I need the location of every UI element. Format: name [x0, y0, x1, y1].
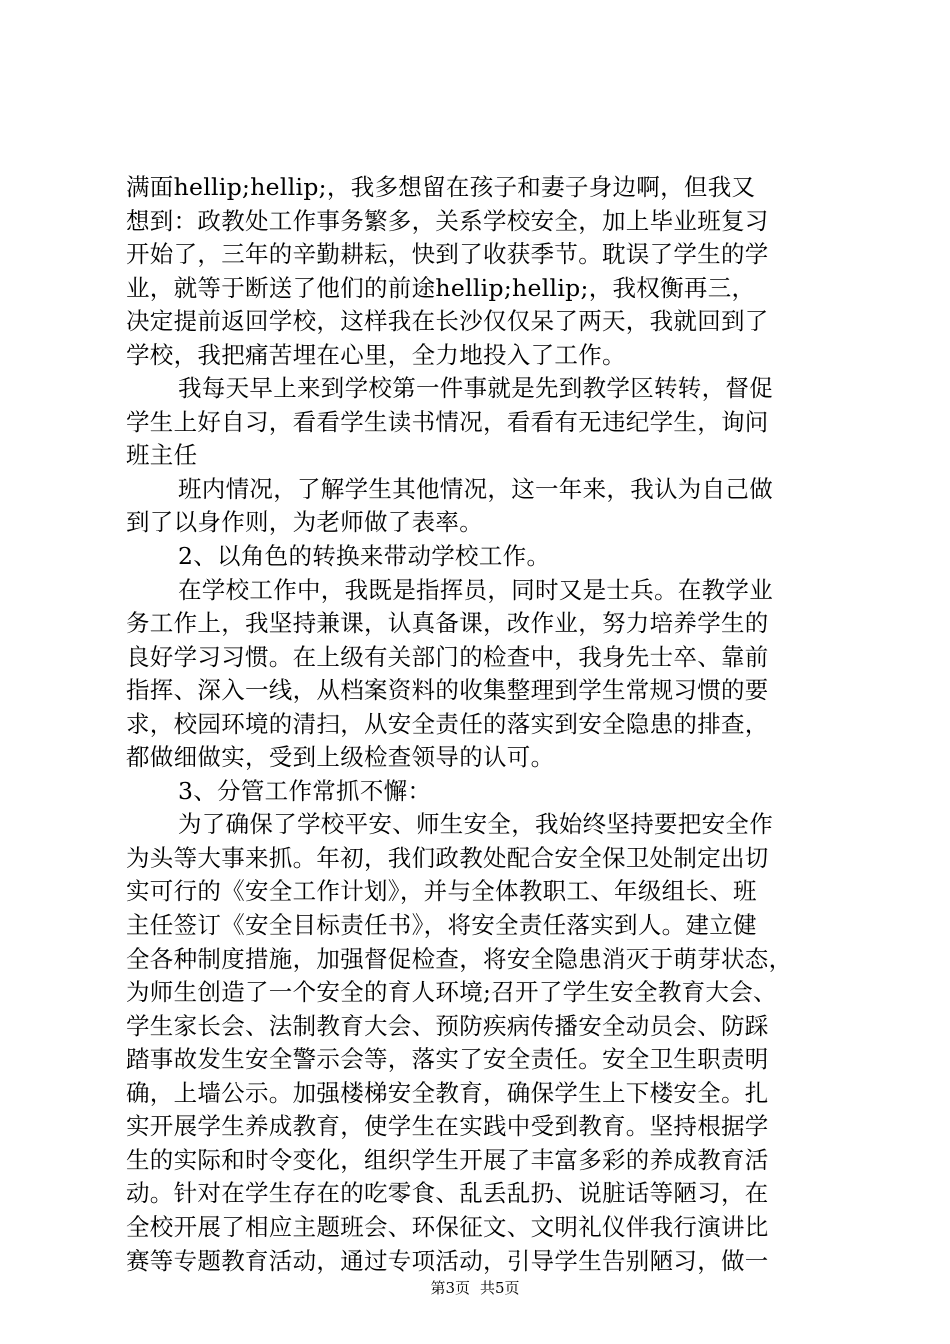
body-text: [126, 171, 836, 1278]
text-line: 业，就等于断送了他们的前途hellip;hellip;，我权衡再三，: [126, 273, 756, 302]
text-line: 全各种制度措施，加强督促检查，将安全隐患消灭于萌芽状态，: [126, 944, 793, 973]
text-line: 我每天早上来到学校第一件事就是先到教学区转转，督促: [178, 374, 773, 403]
text-line: 到了以身作则，为老师做了表率。: [126, 508, 483, 537]
text-line: 实可行的《安全工作计划》，并与全体教职工、年级组长、班: [126, 877, 757, 906]
text-line: 3、分管工作常抓不懈：: [178, 776, 432, 805]
text-line: 都做细做实，受到上级检查领导的认可。: [126, 743, 555, 772]
text-line: 为了确保了学校平安、师生安全，我始终坚持要把安全作: [178, 810, 773, 839]
text-line: 满面hellip;hellip;，我多想留在孩子和妻子身边啊，但我又: [126, 173, 756, 201]
text-line: 想到：政教处工作事务繁多，关系学校安全，加上毕业班复习: [126, 206, 769, 235]
text-line: 求，校园环境的清扫，从安全责任的落实到安全隐患的排查，: [126, 709, 769, 738]
text-line: 为师生创造了一个安全的育人环境;召开了学生安全教育大会、: [126, 978, 777, 1007]
text-line: 实开展学生养成教育，使学生在实践中受到教育。坚持根据学: [126, 1112, 769, 1141]
text-line: 生的实际和时令变化，组织学生开展了丰富多彩的养成教育活: [126, 1145, 769, 1174]
text-line: 学校，我把痛苦埋在心里，全力地投入了工作。: [126, 340, 626, 369]
page-number: 第3页: [430, 1279, 470, 1297]
text-line: 确，上墙公示。加强楼梯安全教育，确保学生上下楼安全。扎: [126, 1078, 769, 1107]
text-line: 主任签订《安全目标责任书》，将安全责任落实到人。建立健: [126, 911, 757, 940]
page-total: 共5页: [480, 1279, 520, 1297]
text-line: 踏事故发生安全警示会等，落实了安全责任。安全卫生职责明: [126, 1045, 769, 1074]
text-line: 全校开展了相应主题班会、环保征文、文明礼仪伴我行演讲比: [126, 1212, 769, 1241]
text-line: 赛等专题教育活动，通过专项活动，引导学生告别陋习，做一: [126, 1246, 769, 1275]
text-line: 学生上好自习，看看学生读书情况，看看有无违纪学生，询问: [126, 407, 769, 436]
text-line: 班主任: [126, 441, 198, 470]
text-line: 决定提前返回学校，这样我在长沙仅仅呆了两天，我就回到了: [126, 307, 769, 336]
page-footer: [0, 1278, 950, 1298]
text-line: 在学校工作中，我既是指挥员，同时又是士兵。在教学业: [178, 575, 773, 604]
text-line: 为头等大事来抓。年初，我们政教处配合安全保卫处制定出切: [126, 843, 769, 872]
text-line: 良好学习习惯。在上级有关部门的检查中，我身先士卒、靠前: [126, 642, 769, 671]
text-line: 2、以角色的转换来带动学校工作。: [178, 542, 551, 571]
text-line: 班内情况，了解学生其他情况，这一年来，我认为自己做: [178, 474, 773, 503]
text-line: 指挥、深入一线，从档案资料的收集整理到学生常规习惯的要: [126, 676, 769, 705]
text-line: 学生家长会、法制教育大会、预防疾病传播安全动员会、防踩: [126, 1011, 769, 1040]
text-line: 动。针对在学生存在的吃零食、乱丢乱扔、说脏话等陋习，在: [126, 1179, 769, 1208]
text-line: 务工作上，我坚持兼课，认真备课，改作业，努力培养学生的: [126, 609, 769, 638]
text-line: 开始了，三年的辛勤耕耘，快到了收获季节。耽误了学生的学: [126, 240, 769, 269]
